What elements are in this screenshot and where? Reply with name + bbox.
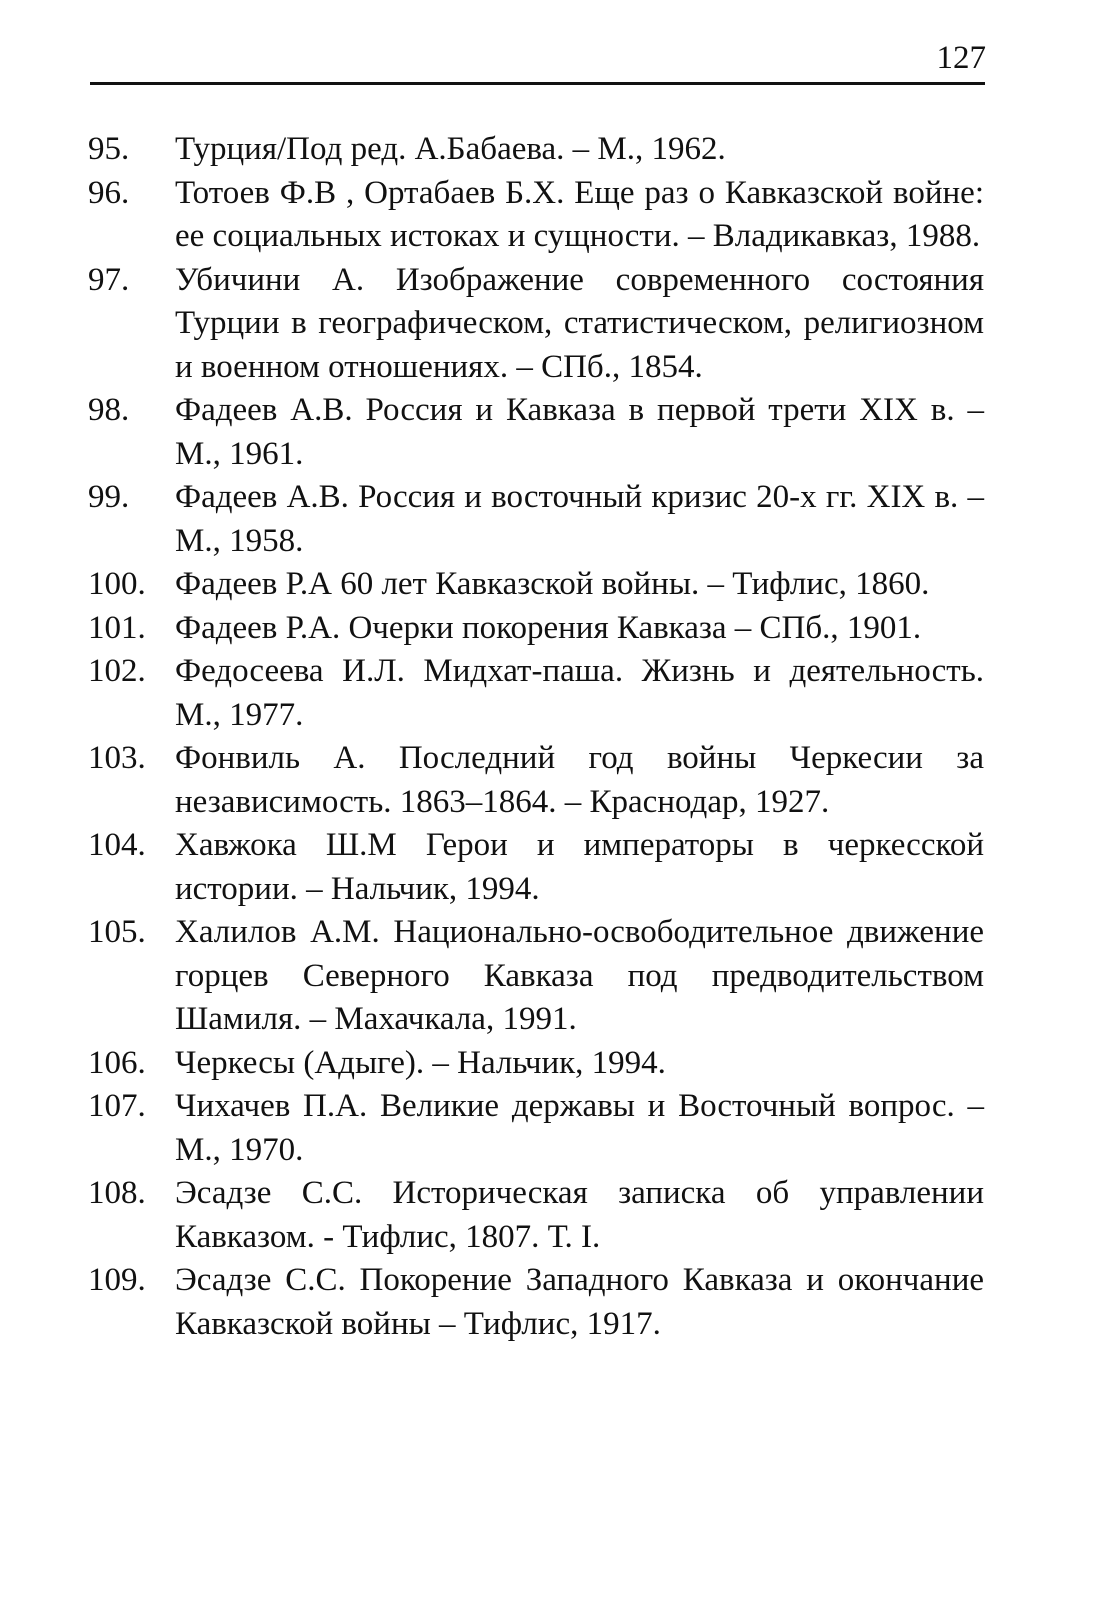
entry-text: Хавжока Ш.М Герои и императоры в черкесской истории. – Нальчик, 1994. <box>175 827 984 907</box>
entry-text: Чихачев П.А. Великие державы и Восточный вопрос. – М., 1970. <box>175 1088 984 1168</box>
entry-text: Черкесы (Адыге). – Нальчик, 1994. <box>175 1044 666 1081</box>
entry-number: 109. <box>88 1262 146 1298</box>
entry-text: Убичини А. Изображение современного состояния Турции в географическом, статистическом, религиозном и военном отношениях. – СПб., 1854. <box>175 261 984 385</box>
entry-text: Фадеев А.В. Россия и восточный кризис 20-х гг. XIX в. – М., 1958. <box>175 479 984 559</box>
entry-number: 104. <box>88 827 146 863</box>
bibliography-entry <box>88 737 984 824</box>
entry-text: Турция/Под ред. А.Бабаева. – М., 1962. <box>175 131 726 167</box>
entry-number: 108. <box>88 1175 146 1211</box>
entry-text: Тотоев Ф.В , Ортабаев Б.Х. Еще раз о Кавказской войне: ее социальных истоках и сущности. – Владикавказ, 1988. <box>175 174 984 254</box>
entry-number: 101. <box>88 609 146 646</box>
bibliography-entry <box>88 389 984 476</box>
entry-number: 97. <box>88 261 130 298</box>
entry-number: 95. <box>88 131 130 167</box>
bibliography-entry <box>88 650 984 737</box>
bibliography-entry <box>88 128 984 172</box>
entry-text: Халилов А.М. Национально-освободительное движение горцев Северного Кавказа под предводительством Шамиля. – Махачкала, 1991. <box>175 914 984 1037</box>
entry-text: Фонвиль А. Последний год войны Черкесии за независимость. 1863–1864. – Краснодар, 1927. <box>175 740 984 820</box>
bibliography-entry <box>88 824 984 911</box>
bibliography-entry <box>88 563 984 607</box>
bibliography-entry <box>88 1172 984 1259</box>
bibliography-entry <box>88 1042 984 1086</box>
entry-text: Фадеев Р.А 60 лет Кавказской войны. – Тифлис, 1860. <box>175 566 930 602</box>
bibliography-entry <box>88 259 984 390</box>
entry-text: Федосеева И.Л. Мидхат-паша. Жизнь и деятельность. М., 1977. <box>175 653 984 733</box>
entry-number: 98. <box>88 392 130 428</box>
bibliography-entry <box>88 172 984 259</box>
page-number: 127 <box>936 40 986 76</box>
entry-number: 100. <box>88 566 146 602</box>
bibliography-list <box>88 128 984 1346</box>
header-rule <box>90 82 985 85</box>
entry-number: 103. <box>88 740 146 776</box>
entry-text: Фадеев А.В. Россия и Кавказа в первой трети XIX в. – М., 1961. <box>175 392 984 472</box>
bibliography-entry <box>88 1085 984 1172</box>
bibliography-entry <box>88 911 984 1042</box>
entry-number: 107. <box>88 1088 146 1124</box>
entry-text: Фадеев Р.А. Очерки покорения Кавказа – СПб., 1901. <box>175 609 922 646</box>
entry-text: Эсадзе С.С. Историческая записка об управлении Кавказом. - Тифлис, 1807. Т. I. <box>175 1175 984 1255</box>
entry-number: 99. <box>88 479 130 515</box>
entry-number: 106. <box>88 1044 146 1081</box>
bibliography-entry <box>88 476 984 563</box>
entry-number: 105. <box>88 914 146 950</box>
entry-number: 102. <box>88 653 146 689</box>
entry-number: 96. <box>88 174 130 211</box>
bibliography-entry <box>88 607 984 651</box>
bibliography-entry <box>88 1259 984 1346</box>
entry-text: Эсадзе С.С. Покорение Западного Кавказа и окончание Кавказской войны – Тифлис, 1917. <box>175 1262 984 1342</box>
